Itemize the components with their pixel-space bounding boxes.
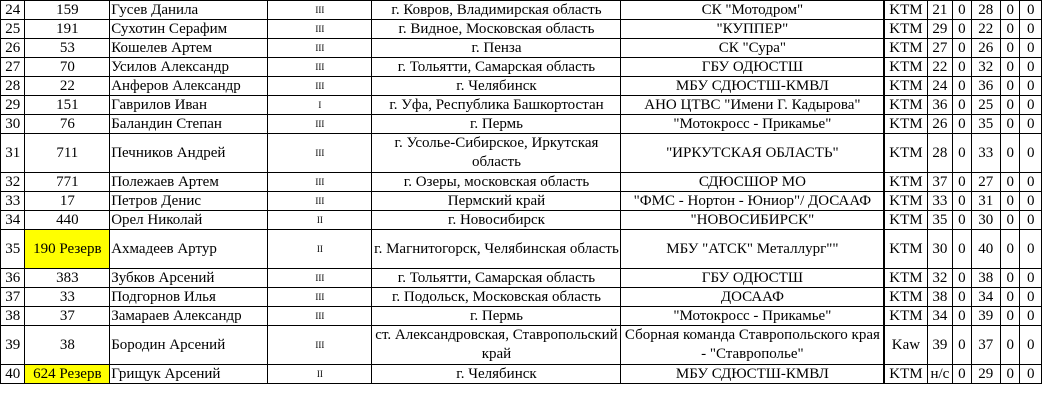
cell-team: МБУ СДЮСТШ-КМВЛ — [621, 365, 884, 384]
cell-start-number: 22 — [25, 77, 110, 96]
cell-start-number: 33 — [25, 288, 110, 307]
cell-motorcycle: KTM — [884, 58, 927, 77]
cell-motorcycle: KTM — [884, 211, 927, 230]
cell-rank: III — [268, 326, 372, 365]
cell-motorcycle: KTM — [884, 173, 927, 192]
cell-city: г. Усолье-Сибирское, Иркутская область — [372, 134, 621, 173]
cell-total: 0 — [1020, 20, 1042, 39]
cell-race1-place: 35 — [927, 211, 953, 230]
cell-total: 0 — [1020, 269, 1042, 288]
cell-motorcycle: KTM — [884, 365, 927, 384]
cell-position: 26 — [1, 39, 25, 58]
cell-team: "Мотокросс - Прикамье" — [621, 115, 884, 134]
cell-start-number: 159 — [25, 1, 110, 20]
cell-race2-place: 30 — [971, 211, 1001, 230]
cell-position: 37 — [1, 288, 25, 307]
cell-position: 33 — [1, 192, 25, 211]
cell-total: 0 — [1020, 307, 1042, 326]
cell-start-number: 38 — [25, 326, 110, 365]
cell-team: "ФМС - Нортон - Юниор"/ ДОСААФ — [621, 192, 884, 211]
cell-race2-points: 0 — [1001, 192, 1020, 211]
cell-total: 0 — [1020, 365, 1042, 384]
table-row — [1, 96, 1042, 115]
table-row — [1, 20, 1042, 39]
cell-team: МБУ СДЮСТШ-КМВЛ — [621, 77, 884, 96]
cell-race2-points: 0 — [1001, 307, 1020, 326]
table-row — [1, 58, 1042, 77]
cell-race2-points: 0 — [1001, 365, 1020, 384]
cell-city: ст. Александровская, Ставропольский край — [372, 326, 621, 365]
cell-race1-place: 29 — [927, 20, 953, 39]
cell-motorcycle: KTM — [884, 192, 927, 211]
cell-city: г. Подольск, Московская область — [372, 288, 621, 307]
cell-rank: III — [268, 173, 372, 192]
table-row — [1, 269, 1042, 288]
cell-rider-name: Орел Николай — [110, 211, 268, 230]
cell-position: 29 — [1, 96, 25, 115]
cell-rider-name: Гусев Данила — [110, 1, 268, 20]
cell-rank: III — [268, 1, 372, 20]
cell-race1-points: 0 — [953, 192, 971, 211]
cell-rank: III — [268, 307, 372, 326]
cell-start-number: 53 — [25, 39, 110, 58]
cell-city: г. Пермь — [372, 307, 621, 326]
cell-team: ГБУ ОДЮСТШ — [621, 269, 884, 288]
cell-total: 0 — [1020, 1, 1042, 20]
cell-rank: I — [268, 96, 372, 115]
cell-rider-name: Кошелев Артем — [110, 39, 268, 58]
cell-rider-name: Бородин Арсений — [110, 326, 268, 365]
cell-position: 39 — [1, 326, 25, 365]
cell-rider-name: Гаврилов Иван — [110, 96, 268, 115]
cell-rider-name: Подгорнов Илья — [110, 288, 268, 307]
cell-city: г. Пенза — [372, 39, 621, 58]
cell-race2-place: 29 — [971, 365, 1001, 384]
cell-total: 0 — [1020, 211, 1042, 230]
cell-city: г. Видное, Московская область — [372, 20, 621, 39]
cell-rank: II — [268, 230, 372, 269]
cell-position: 38 — [1, 307, 25, 326]
table-row — [1, 192, 1042, 211]
cell-start-number: 711 — [25, 134, 110, 173]
cell-race1-place: 22 — [927, 58, 953, 77]
cell-rider-name: Ахмадеев Артур — [110, 230, 268, 269]
cell-race1-points: 0 — [953, 269, 971, 288]
cell-rank: III — [268, 20, 372, 39]
cell-race2-place: 36 — [971, 77, 1001, 96]
cell-team: МБУ "АТСК" Металлург"" — [621, 230, 884, 269]
cell-motorcycle: KTM — [884, 1, 927, 20]
cell-race2-place: 38 — [971, 269, 1001, 288]
cell-motorcycle: KTM — [884, 134, 927, 173]
cell-rank: II — [268, 365, 372, 384]
cell-position: 32 — [1, 173, 25, 192]
cell-race2-points: 0 — [1001, 230, 1020, 269]
cell-start-number: 191 — [25, 20, 110, 39]
table-row — [1, 39, 1042, 58]
cell-race1-place: 30 — [927, 230, 953, 269]
cell-race1-points: 0 — [953, 307, 971, 326]
cell-motorcycle: KTM — [884, 307, 927, 326]
cell-city: Пермский край — [372, 192, 621, 211]
cell-motorcycle: KTM — [884, 39, 927, 58]
cell-team: "ИРКУТСКАЯ ОБЛАСТЬ" — [621, 134, 884, 173]
cell-start-number: 17 — [25, 192, 110, 211]
cell-total: 0 — [1020, 288, 1042, 307]
cell-rider-name: Анферов Александр — [110, 77, 268, 96]
cell-start-number: 771 — [25, 173, 110, 192]
cell-race1-points: 0 — [953, 20, 971, 39]
cell-race1-points: 0 — [953, 173, 971, 192]
cell-race1-points: 0 — [953, 58, 971, 77]
cell-position: 40 — [1, 365, 25, 384]
cell-race1-place: 28 — [927, 134, 953, 173]
cell-city: г. Тольятти, Самарская область — [372, 58, 621, 77]
cell-team: "КУППЕР" — [621, 20, 884, 39]
cell-rank: III — [268, 77, 372, 96]
cell-race2-points: 0 — [1001, 288, 1020, 307]
cell-race1-points: 0 — [953, 365, 971, 384]
cell-race2-place: 28 — [971, 1, 1001, 20]
cell-team: СК "Сура" — [621, 39, 884, 58]
cell-race2-place: 26 — [971, 39, 1001, 58]
cell-total: 0 — [1020, 230, 1042, 269]
cell-race2-place: 35 — [971, 115, 1001, 134]
cell-rider-name: Баландин Степан — [110, 115, 268, 134]
cell-race1-points: 0 — [953, 1, 971, 20]
cell-team: СК "Мотодром" — [621, 1, 884, 20]
cell-race1-points: 0 — [953, 211, 971, 230]
table-row — [1, 1, 1042, 20]
table-row — [1, 326, 1042, 365]
cell-race1-place: 21 — [927, 1, 953, 20]
cell-race2-points: 0 — [1001, 20, 1020, 39]
cell-city: г. Ковров, Владимирская область — [372, 1, 621, 20]
table-row — [1, 77, 1042, 96]
cell-team: "Мотокросс - Прикамье" — [621, 307, 884, 326]
cell-rider-name: Зубков Арсений — [110, 269, 268, 288]
cell-motorcycle: KTM — [884, 20, 927, 39]
cell-city: г. Магнитогорск, Челябинская область — [372, 230, 621, 269]
cell-race2-points: 0 — [1001, 58, 1020, 77]
cell-city: г. Новосибирск — [372, 211, 621, 230]
cell-race1-points: 0 — [953, 96, 971, 115]
table-row — [1, 365, 1042, 384]
cell-city: г. Челябинск — [372, 77, 621, 96]
cell-race2-place: 34 — [971, 288, 1001, 307]
cell-team: ГБУ ОДЮСТШ — [621, 58, 884, 77]
cell-rank: III — [268, 58, 372, 77]
cell-position: 31 — [1, 134, 25, 173]
cell-total: 0 — [1020, 58, 1042, 77]
cell-total: 0 — [1020, 39, 1042, 58]
cell-position: 35 — [1, 230, 25, 269]
cell-total: 0 — [1020, 77, 1042, 96]
cell-race1-place: 38 — [927, 288, 953, 307]
cell-start-number: 37 — [25, 307, 110, 326]
cell-race2-points: 0 — [1001, 326, 1020, 365]
cell-race1-points: 0 — [953, 230, 971, 269]
cell-rank: II — [268, 211, 372, 230]
cell-rank: III — [268, 39, 372, 58]
cell-race1-place: 39 — [927, 326, 953, 365]
cell-position: 28 — [1, 77, 25, 96]
cell-motorcycle: KTM — [884, 77, 927, 96]
cell-race2-place: 39 — [971, 307, 1001, 326]
cell-total: 0 — [1020, 134, 1042, 173]
cell-race2-place: 40 — [971, 230, 1001, 269]
cell-motorcycle: Kaw — [884, 326, 927, 365]
cell-race2-points: 0 — [1001, 39, 1020, 58]
cell-position: 27 — [1, 58, 25, 77]
cell-race1-points: 0 — [953, 39, 971, 58]
cell-position: 25 — [1, 20, 25, 39]
cell-race1-place: 26 — [927, 115, 953, 134]
cell-race2-points: 0 — [1001, 269, 1020, 288]
cell-race1-points: 0 — [953, 77, 971, 96]
cell-motorcycle: KTM — [884, 96, 927, 115]
cell-start-number: 70 — [25, 58, 110, 77]
cell-rider-name: Грищук Арсений — [110, 365, 268, 384]
cell-race2-points: 0 — [1001, 173, 1020, 192]
cell-total: 0 — [1020, 173, 1042, 192]
cell-position: 30 — [1, 115, 25, 134]
cell-rank: III — [268, 192, 372, 211]
cell-race1-points: 0 — [953, 134, 971, 173]
cell-start-number: 383 — [25, 269, 110, 288]
cell-race2-place: 37 — [971, 326, 1001, 365]
cell-motorcycle: KTM — [884, 115, 927, 134]
cell-city: г. Пермь — [372, 115, 621, 134]
cell-city: г. Челябинск — [372, 365, 621, 384]
cell-rider-name: Печников Андрей — [110, 134, 268, 173]
cell-start-number: 624 Резерв — [25, 365, 110, 384]
cell-rank: III — [268, 269, 372, 288]
cell-team: СДЮСШОР МО — [621, 173, 884, 192]
cell-race1-place: 24 — [927, 77, 953, 96]
cell-race2-place: 32 — [971, 58, 1001, 77]
cell-race1-place: 27 — [927, 39, 953, 58]
cell-race1-place: 36 — [927, 96, 953, 115]
cell-total: 0 — [1020, 96, 1042, 115]
cell-team: "НОВОСИБИРСК" — [621, 211, 884, 230]
table-row — [1, 173, 1042, 192]
cell-motorcycle: KTM — [884, 269, 927, 288]
cell-race1-points: 0 — [953, 115, 971, 134]
cell-race2-place: 33 — [971, 134, 1001, 173]
cell-start-number: 190 Резерв — [25, 230, 110, 269]
table-row — [1, 211, 1042, 230]
cell-city: г. Тольятти, Самарская область — [372, 269, 621, 288]
cell-city: г. Озеры, московская область — [372, 173, 621, 192]
cell-race1-points: 0 — [953, 288, 971, 307]
cell-race2-points: 0 — [1001, 77, 1020, 96]
table-row — [1, 230, 1042, 269]
cell-race2-points: 0 — [1001, 115, 1020, 134]
cell-race1-place: 37 — [927, 173, 953, 192]
cell-position: 36 — [1, 269, 25, 288]
cell-race2-points: 0 — [1001, 96, 1020, 115]
cell-motorcycle: KTM — [884, 288, 927, 307]
cell-team: Сборная команда Ставропольского края - "Ставрополье" — [621, 326, 884, 365]
cell-total: 0 — [1020, 326, 1042, 365]
cell-rider-name: Замараев Александр — [110, 307, 268, 326]
cell-start-number: 151 — [25, 96, 110, 115]
cell-rank: III — [268, 288, 372, 307]
cell-rider-name: Полежаев Артем — [110, 173, 268, 192]
cell-city: г. Уфа, Республика Башкортостан — [372, 96, 621, 115]
cell-rank: III — [268, 115, 372, 134]
table-row — [1, 134, 1042, 173]
cell-rank: III — [268, 134, 372, 173]
cell-position: 34 — [1, 211, 25, 230]
cell-team: ДОСААФ — [621, 288, 884, 307]
cell-race2-place: 31 — [971, 192, 1001, 211]
cell-rider-name: Сухотин Серафим — [110, 20, 268, 39]
cell-motorcycle: KTM — [884, 230, 927, 269]
cell-race1-place: 33 — [927, 192, 953, 211]
table-row — [1, 288, 1042, 307]
table-row — [1, 115, 1042, 134]
cell-start-number: 76 — [25, 115, 110, 134]
cell-race1-place: 32 — [927, 269, 953, 288]
cell-race2-place: 27 — [971, 173, 1001, 192]
cell-race2-points: 0 — [1001, 211, 1020, 230]
cell-start-number: 440 — [25, 211, 110, 230]
cell-race2-points: 0 — [1001, 134, 1020, 173]
cell-rider-name: Петров Денис — [110, 192, 268, 211]
cell-race2-place: 22 — [971, 20, 1001, 39]
cell-race2-place: 25 — [971, 96, 1001, 115]
cell-race1-place: н/с — [927, 365, 953, 384]
cell-race1-place: 34 — [927, 307, 953, 326]
cell-position: 24 — [1, 1, 25, 20]
cell-total: 0 — [1020, 192, 1042, 211]
cell-rider-name: Усилов Александр — [110, 58, 268, 77]
cell-race2-points: 0 — [1001, 1, 1020, 20]
cell-total: 0 — [1020, 115, 1042, 134]
table-row — [1, 307, 1042, 326]
cell-race1-points: 0 — [953, 326, 971, 365]
cell-team: АНО ЦТВС "Имени Г. Кадырова" — [621, 96, 884, 115]
